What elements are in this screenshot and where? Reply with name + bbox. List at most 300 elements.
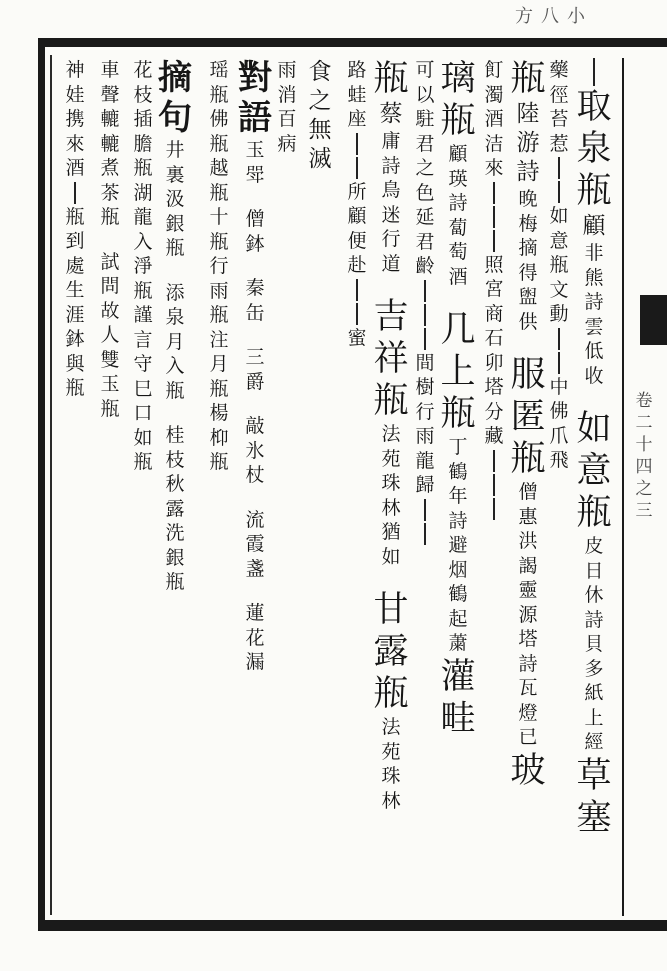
entry-heading-char: 甘 xyxy=(373,590,409,630)
annotation-char: 瓶 xyxy=(209,377,229,400)
repeat-mark xyxy=(493,450,495,472)
annotation-char: 徑 xyxy=(549,83,569,106)
annotation-char: 飛 xyxy=(549,449,569,471)
entry-heading-char: 瓶 xyxy=(440,101,476,141)
annotation-char: 間 xyxy=(415,351,435,374)
section-heading-char: 句 xyxy=(158,98,192,138)
text-column-7-sub xyxy=(128,58,158,916)
annotation-char: 百 xyxy=(277,108,297,130)
body-char: 蔔 xyxy=(448,216,468,239)
body-char: 瓶 xyxy=(165,237,185,259)
annotation-char: 瓶 xyxy=(549,254,569,276)
annotation-char: 處 xyxy=(65,254,85,277)
page-frame-top xyxy=(38,38,667,47)
annotation-char: 瓶 xyxy=(65,377,85,399)
entry-heading-char: 璃 xyxy=(440,59,476,99)
annotation-char: 石 xyxy=(484,327,504,349)
top-margin-fragment: 方八小 xyxy=(515,6,593,27)
annotation-char: 濁 xyxy=(484,83,504,106)
annotation-char: 瓶 xyxy=(209,451,229,473)
repeat-mark xyxy=(493,182,495,204)
annotation-char: 枊 xyxy=(209,426,229,449)
annotation-char: 插 xyxy=(133,108,153,130)
body-char: 聲 xyxy=(100,83,120,106)
body-char: 食 xyxy=(308,59,332,85)
body-char: 雲 xyxy=(584,315,604,338)
annotation-char: 瑶 xyxy=(209,59,229,81)
text-column-3 xyxy=(432,58,484,916)
annotation-char: 瓶 xyxy=(209,304,229,326)
body-char: 皮 xyxy=(584,535,604,557)
annotation-char: 雨 xyxy=(209,279,229,302)
annotation-char: 病 xyxy=(277,132,297,155)
body-char: 泉 xyxy=(165,306,185,328)
annotation-char: 路 xyxy=(347,59,367,81)
annotation-char: 塔 xyxy=(484,376,504,398)
annotation-char: 歸 xyxy=(415,474,435,496)
body-char: 庸 xyxy=(381,130,401,152)
annotation-char: 鉢 xyxy=(65,328,85,350)
column-gap xyxy=(230,187,280,207)
body-char: 低 xyxy=(584,340,604,362)
body-char: 䔥 xyxy=(448,632,468,654)
body-char: 之 xyxy=(308,88,332,114)
annotation-char: 來 xyxy=(65,132,85,155)
body-char: 道 xyxy=(381,252,401,275)
column-gap xyxy=(230,488,280,508)
body-char: 猶 xyxy=(381,521,401,543)
body-char: 玉 xyxy=(245,139,265,161)
edge-label-char: 二 xyxy=(635,413,653,433)
body-char: 瓶 xyxy=(100,206,120,228)
body-char: 非 xyxy=(584,242,604,264)
body-char: 年 xyxy=(448,485,468,507)
body-char: 杖 xyxy=(245,464,265,486)
body-char: 裏 xyxy=(165,163,185,186)
annotation-char: 瓶 xyxy=(209,132,229,155)
annotation-char: 駐 xyxy=(415,108,435,130)
edge-label-char: 之 xyxy=(635,479,653,499)
body-char: 枝 xyxy=(165,448,185,471)
entry-heading-char: 匿 xyxy=(510,397,546,437)
fish-tail-mark xyxy=(640,295,667,345)
repeat-mark xyxy=(424,523,426,545)
body-char: 日 xyxy=(584,559,604,582)
body-char: 休 xyxy=(584,584,604,606)
annotation-char: 雨 xyxy=(415,425,435,447)
annotation-char: 如 xyxy=(549,205,569,227)
annotation-char: 卯 xyxy=(484,351,504,374)
column-gap xyxy=(90,230,130,250)
repeat-mark xyxy=(493,498,495,520)
body-char: 銀 xyxy=(165,546,185,569)
body-char: 苑 xyxy=(381,447,401,470)
body-char: 茶 xyxy=(100,181,120,204)
annotation-char: 瓶 xyxy=(133,157,153,179)
body-char: 桂 xyxy=(165,424,185,446)
annotation-char: 到 xyxy=(65,230,85,252)
column-gap xyxy=(230,325,280,345)
annotation-char: 生 xyxy=(65,279,85,301)
body-char: 得 xyxy=(518,261,538,284)
annotation-char: 行 xyxy=(209,255,229,277)
text-column-1 xyxy=(568,58,620,916)
text-column-4 xyxy=(365,58,417,916)
body-char: 車 xyxy=(100,59,120,81)
repeat-mark xyxy=(356,303,358,325)
body-char: 苑 xyxy=(381,740,401,763)
body-char: 梅 xyxy=(518,212,538,235)
body-char: 試 xyxy=(100,250,120,273)
entry-heading-char: 塞 xyxy=(576,797,612,838)
body-char: 蔡 xyxy=(379,101,403,127)
body-char: 晚 xyxy=(518,188,538,210)
body-char: 避 xyxy=(448,534,468,556)
body-char: 收 xyxy=(584,364,604,387)
body-char: 汲 xyxy=(165,188,185,210)
column-gap xyxy=(230,256,280,276)
annotation-char: 入 xyxy=(133,230,153,253)
repeat-mark xyxy=(424,304,426,326)
repeat-mark xyxy=(356,133,358,155)
section-heading-char: 摘 xyxy=(158,58,192,98)
column-gap xyxy=(365,569,417,589)
annotation-char: 爪 xyxy=(549,424,569,447)
body-char: 顧 xyxy=(448,143,468,165)
annotation-char: 洁 xyxy=(484,132,504,155)
annotation-char: 越 xyxy=(209,157,229,179)
body-char: 詩 xyxy=(518,652,538,675)
body-char: 敲 xyxy=(245,415,265,437)
annotation-char: 蛙 xyxy=(347,83,367,106)
body-char: 瑛 xyxy=(448,167,468,190)
column-gap xyxy=(432,289,484,309)
body-char: 氷 xyxy=(245,439,265,462)
body-char: 源 xyxy=(518,603,538,626)
body-char: 故 xyxy=(100,299,120,322)
entry-heading-char: 畦 xyxy=(440,698,476,739)
column-gap xyxy=(230,394,280,414)
body-char: 摘 xyxy=(518,237,538,259)
body-char: 惠 xyxy=(518,505,538,528)
annotation-char: 瓶 xyxy=(209,83,229,106)
annotation-char: 動 xyxy=(549,303,569,325)
vertical-stroke xyxy=(593,58,595,86)
entry-heading-char: 玻 xyxy=(510,750,546,791)
annotation-char: 商 xyxy=(484,302,504,325)
body-char: 花 xyxy=(245,626,265,649)
annotation-char: 如 xyxy=(133,426,153,449)
annotation-char: 藥 xyxy=(549,59,569,81)
body-char: 如 xyxy=(381,545,401,568)
entry-heading-char: 瓶 xyxy=(510,439,546,479)
body-char: 秦 xyxy=(245,277,265,299)
annotation-char: 神 xyxy=(65,59,85,81)
annotation-char: 顧 xyxy=(347,205,367,227)
annotation-char: 與 xyxy=(65,352,85,375)
body-char: 洪 xyxy=(518,530,538,552)
annotation-char: 酒 xyxy=(484,108,504,130)
annotation-char: 照 xyxy=(484,253,504,276)
body-char: 熊 xyxy=(584,266,604,289)
body-char: 法 xyxy=(381,716,401,738)
body-char: 瓦 xyxy=(518,677,538,699)
body-char: 林 xyxy=(381,496,401,519)
text-column-5 xyxy=(300,58,340,916)
body-char: 紙 xyxy=(584,682,604,704)
annotation-char: 言 xyxy=(133,328,153,351)
entry-heading-char: 服 xyxy=(510,355,546,395)
body-char: 入 xyxy=(165,355,185,377)
column-gap xyxy=(568,388,620,408)
annotation-char: 文 xyxy=(549,278,569,301)
annotation-char: 來 xyxy=(484,157,504,179)
body-char: 萄 xyxy=(448,241,468,263)
body-char: 詩 xyxy=(516,159,540,185)
body-char: 井 xyxy=(165,139,185,161)
annotation-char: 苔 xyxy=(549,108,569,130)
body-char: 缶 xyxy=(245,301,265,324)
body-char: 鳥 xyxy=(381,179,401,201)
section-heading-char: 對 xyxy=(238,58,272,98)
body-char: 瓶 xyxy=(165,571,185,593)
body-char: 經 xyxy=(584,731,604,753)
body-char: 迷 xyxy=(381,203,401,226)
body-char: 鉢 xyxy=(245,232,265,255)
body-char: 林 xyxy=(381,789,401,812)
body-char: 詩 xyxy=(381,154,401,177)
entry-heading-char: 取 xyxy=(576,87,612,127)
annotation-char: 惹 xyxy=(549,132,569,155)
entry-heading-char: 几 xyxy=(440,310,476,350)
text-column-2 xyxy=(502,58,554,916)
entry-heading-char: 泉 xyxy=(576,129,612,169)
body-char: 三 xyxy=(245,346,265,368)
body-char: 陸 xyxy=(516,101,540,127)
annotation-char: 守 xyxy=(133,353,153,375)
body-char: 盥 xyxy=(518,286,538,308)
annotation-char: 行 xyxy=(415,400,435,423)
repeat-mark xyxy=(558,352,560,374)
annotation-char: 齡 xyxy=(415,255,435,277)
body-char: 煮 xyxy=(100,157,120,179)
body-char: 秋 xyxy=(165,473,185,495)
annotation-char: 可 xyxy=(415,59,435,81)
annotation-char: 意 xyxy=(549,229,569,252)
body-char: 靈 xyxy=(518,579,538,601)
annotation-char: 瓶 xyxy=(209,230,229,253)
entry-heading-char: 草 xyxy=(576,755,612,796)
body-char: 無 xyxy=(308,117,332,143)
body-char: 瓶 xyxy=(100,397,120,420)
edge-label-char: 十 xyxy=(635,435,653,455)
body-char: 蓮 xyxy=(245,602,265,624)
annotation-char: 口 xyxy=(133,402,153,424)
annotation-char: 佛 xyxy=(209,108,229,130)
repeat-mark xyxy=(424,280,426,302)
edge-label-char: 卷 xyxy=(635,391,653,411)
annotation-char: 消 xyxy=(277,83,297,106)
entry-heading-char: 瓶 xyxy=(373,674,409,714)
entry-heading-char: 吉 xyxy=(373,297,409,337)
entry-heading-char: 瓶 xyxy=(576,493,612,533)
body-char: 銀 xyxy=(165,212,185,235)
repeat-mark xyxy=(558,181,560,203)
body-char: 滅 xyxy=(308,146,332,172)
section-heading-char: 語 xyxy=(238,98,272,138)
annotation-char: 花 xyxy=(133,59,153,81)
body-char: 漏 xyxy=(245,651,265,673)
body-char: 法 xyxy=(381,423,401,445)
body-char: 流 xyxy=(245,508,265,531)
annotation-char: 君 xyxy=(415,230,435,253)
annotation-char: 酒 xyxy=(65,157,85,179)
repeat-mark xyxy=(424,499,426,521)
body-char: 斝 xyxy=(245,163,265,186)
annotation-char: 分 xyxy=(484,400,504,423)
body-char: 丁 xyxy=(448,436,468,458)
column-gap xyxy=(230,581,280,601)
entry-heading-char: 意 xyxy=(576,451,612,491)
annotation-char: 龍 xyxy=(415,449,435,472)
text-column-4-sub xyxy=(343,58,371,916)
annotation-char: 月 xyxy=(209,353,229,375)
body-char: 僧 xyxy=(245,208,265,230)
repeat-mark xyxy=(356,279,358,301)
body-char: 謁 xyxy=(518,554,538,577)
annotation-char: 瓶 xyxy=(209,181,229,204)
annotation-char: 以 xyxy=(415,83,435,106)
annotation-char: 之 xyxy=(415,157,435,179)
entry-heading-char: 瓶 xyxy=(373,381,409,421)
annotation-char: 湖 xyxy=(133,181,153,204)
entry-heading-char: 露 xyxy=(373,632,409,672)
text-column-8-sub xyxy=(58,58,92,916)
entry-heading-char: 瓶 xyxy=(576,171,612,211)
body-char: 游 xyxy=(516,130,540,156)
annotation-char: 樹 xyxy=(415,376,435,398)
column-gap xyxy=(502,334,554,354)
body-char: 添 xyxy=(165,281,185,304)
repeat-mark xyxy=(558,328,560,350)
body-char: 問 xyxy=(100,275,120,297)
annotation-char: 膽 xyxy=(133,132,153,155)
inner-border-rule xyxy=(50,55,52,915)
body-char: 僧 xyxy=(518,481,538,503)
annotation-char: 龍 xyxy=(133,206,153,228)
repeat-mark xyxy=(493,206,495,228)
annotation-char: 佛 xyxy=(549,400,569,422)
body-char: 玉 xyxy=(100,373,120,395)
column-gap xyxy=(365,276,417,296)
entry-heading-char: 瓶 xyxy=(440,394,476,434)
annotation-char: 瓶 xyxy=(133,451,153,473)
body-char: 烟 xyxy=(448,558,468,581)
annotation-char: 赴 xyxy=(347,254,367,276)
body-char: 詩 xyxy=(448,509,468,532)
annotation-char: 宮 xyxy=(484,278,504,300)
annotation-char: 謹 xyxy=(133,304,153,326)
edge-label-char: 三 xyxy=(635,501,653,521)
body-char: 鶴 xyxy=(448,583,468,605)
body-char: 行 xyxy=(381,228,401,250)
body-char: 洗 xyxy=(165,522,185,544)
repeat-mark xyxy=(356,157,358,179)
body-char: 起 xyxy=(448,607,468,630)
text-column-2-sub xyxy=(480,58,508,916)
body-char: 霞 xyxy=(245,533,265,555)
repeat-mark xyxy=(558,157,560,179)
body-char: 多 xyxy=(584,657,604,680)
body-char: 珠 xyxy=(381,472,401,494)
annotation-char: 注 xyxy=(209,328,229,351)
body-char: 月 xyxy=(165,330,185,353)
text-column-6 xyxy=(230,58,280,916)
page-frame-bottom xyxy=(38,920,667,931)
body-char: 燈 xyxy=(518,701,538,724)
repeat-mark xyxy=(74,182,76,204)
body-char: 已 xyxy=(518,726,538,748)
annotation-char: 瓶 xyxy=(65,205,85,228)
annotation-char: 所 xyxy=(347,180,367,203)
annotation-char: 中 xyxy=(549,375,569,398)
annotation-char: 瓶 xyxy=(133,279,153,302)
annotation-char: 携 xyxy=(65,108,85,130)
body-char: 詩 xyxy=(584,291,604,313)
body-char: 顧 xyxy=(582,213,606,239)
annotation-char: 雨 xyxy=(277,59,297,81)
page-frame-left xyxy=(38,38,45,923)
annotation-char: 色 xyxy=(415,181,435,204)
body-char: 珠 xyxy=(381,765,401,787)
annotation-char: 君 xyxy=(415,132,435,155)
repeat-mark xyxy=(424,328,426,350)
text-column-6-sub xyxy=(204,58,234,916)
body-char: 轆 xyxy=(100,132,120,155)
body-char: 爵 xyxy=(245,370,265,393)
entry-heading-char: 瓶 xyxy=(510,59,546,99)
entry-heading-char: 灌 xyxy=(440,656,476,697)
body-char: 雙 xyxy=(100,348,120,371)
body-char: 轆 xyxy=(100,108,120,130)
body-char: 盞 xyxy=(245,557,265,580)
edge-label-char: 四 xyxy=(635,457,653,477)
body-char: 供 xyxy=(518,310,538,333)
annotation-char: 楊 xyxy=(209,402,229,424)
annotation-char: 十 xyxy=(209,206,229,228)
body-char: 人 xyxy=(100,324,120,346)
text-column-8 xyxy=(90,58,130,916)
annotation-char: 飣 xyxy=(484,59,504,81)
entry-heading-char: 如 xyxy=(576,409,612,449)
repeat-mark xyxy=(493,230,495,252)
body-char: 塔 xyxy=(518,628,538,650)
body-char: 貝 xyxy=(584,633,604,655)
entry-heading-char: 上 xyxy=(440,352,476,392)
repeat-mark xyxy=(493,474,495,496)
annotation-char: 延 xyxy=(415,206,435,228)
annotation-char: 巳 xyxy=(133,377,153,400)
annotation-char: 藏 xyxy=(484,425,504,447)
edge-label xyxy=(624,390,664,522)
body-char: 鶴 xyxy=(448,460,468,483)
annotation-char: 淨 xyxy=(133,255,153,277)
body-char: 詩 xyxy=(584,608,604,631)
entry-heading-char: 瓶 xyxy=(373,59,409,99)
entry-heading-char: 祥 xyxy=(373,339,409,379)
annotation-char: 枝 xyxy=(133,83,153,106)
annotation-char: 娃 xyxy=(65,83,85,106)
